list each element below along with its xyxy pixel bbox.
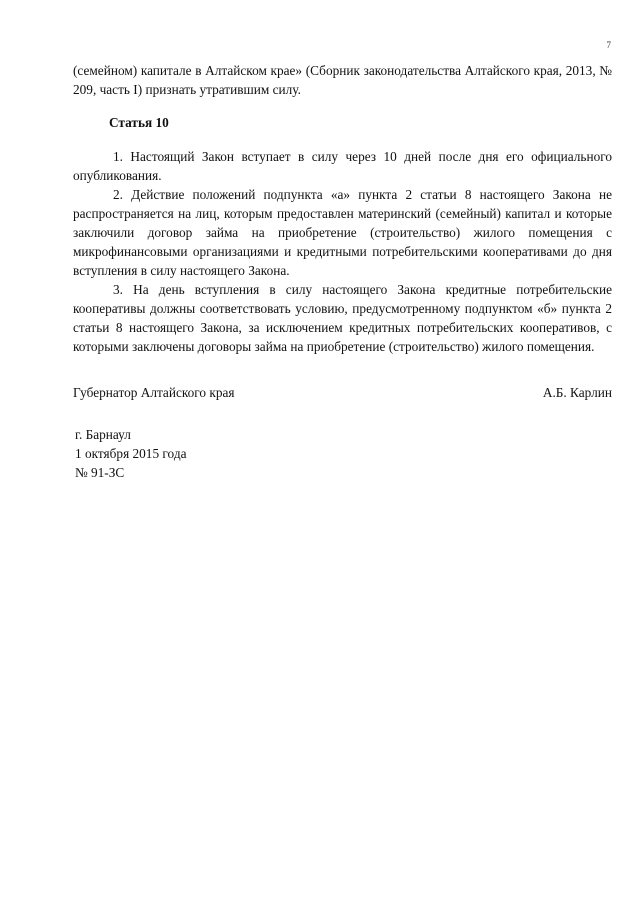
signatory-name: А.Б. Карлин — [542, 385, 612, 400]
law-number: № 91-ЗС — [75, 465, 125, 480]
article-paragraph-1: 1. Настоящий Закон вступает в силу через 10 дней после дня его официального опубликования. — [73, 149, 612, 183]
city: г. Барнаул — [75, 427, 131, 442]
page-number: 7 — [606, 40, 611, 50]
intro-paragraph: (семейном) капитале в Алтайском крае» (Сборник законодательства Алтайского края, 2013, № 209, часть I) признать утратившим силу. — [73, 63, 612, 97]
article-paragraph-3: 3. На день вступления в силу настоящего Закона кредитные потребительские кооперативы должны соответствовать условию, предусмотренному подпунктом «б» пункта 2 статьи 8 настоящего Закона, за исключением кредитных потребительских кооперативов, с которыми заключены договоры займа на приобретение (строительство) жилого помещения. — [73, 282, 612, 354]
article-paragraph-2: 2. Действие положений подпункта «а» пункта 2 статьи 8 настоящего Закона не распространяется на лиц, которым предоставлен материнский (семейный) капитал и которые заключили договор займа на приобретение (строительство) жилого помещения с микрофинансовыми организациями и кредитными потребительскими кооперативами до дня вступления в силу настоящего Закона. — [73, 187, 612, 278]
intro-text-block — [73, 61, 612, 99]
signatory-position: Губернатор Алтайского края — [73, 385, 235, 400]
article-body — [73, 147, 612, 356]
signature-row — [73, 383, 612, 402]
place-date-block — [75, 425, 187, 482]
law-date: 1 октября 2015 года — [75, 446, 187, 461]
article-heading: Статья 10 — [109, 115, 169, 130]
